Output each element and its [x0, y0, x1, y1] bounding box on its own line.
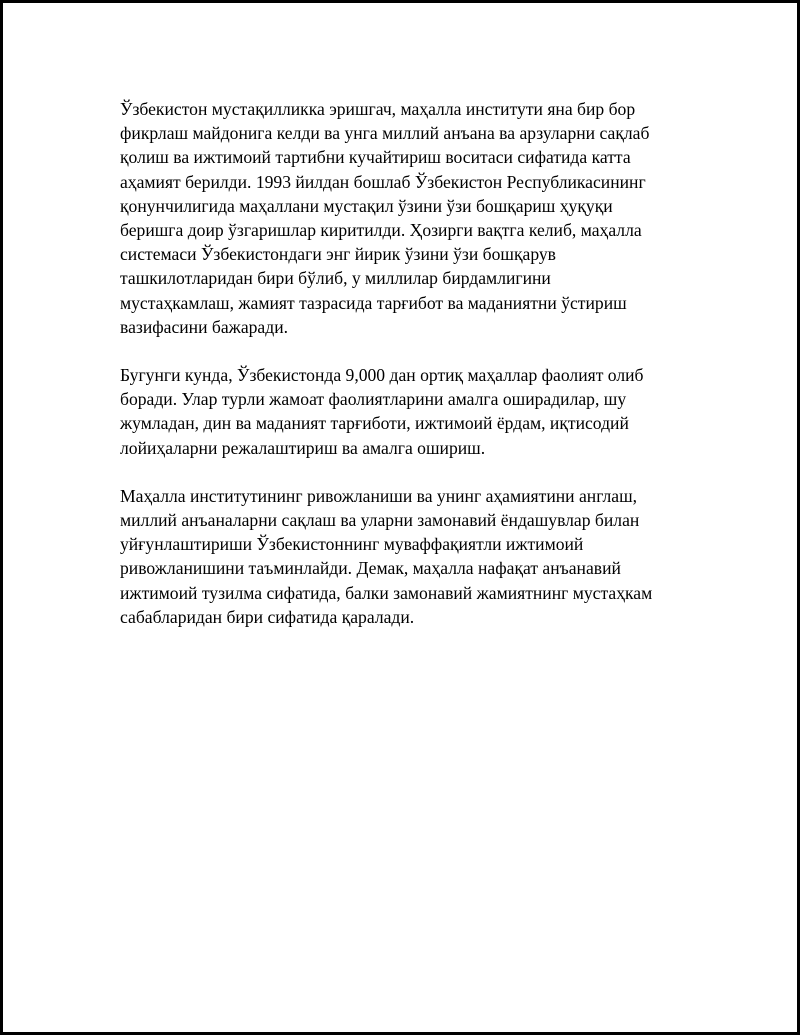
paragraph-3: [120, 484, 690, 629]
paragraph-line: беришга доир ўзгаришлар киритилди. Ҳозирги вақтга келиб, маҳалла: [120, 220, 642, 241]
paragraph-line: системаси Ўзбекистондаги энг йирик ўзини ўзи бошқарув: [120, 244, 556, 265]
paragraph-line: ташкилотларидан бири бўлиб, у миллилар бирдамлигини: [120, 268, 551, 289]
paragraph-line: аҳамият берилди. 1993 йилдан бошлаб Ўзбекистон Республикасининг: [120, 171, 646, 192]
paragraph-line: уйғунлаштириши Ўзбекистоннинг муваффақиятли ижтимоий: [120, 534, 584, 555]
paragraph-line: лойиҳаларни режалаштириш ва амалга ошириш.: [120, 437, 486, 458]
paragraph-1: [120, 97, 690, 339]
paragraph-line: сабабларидан бири сифатида қаралади.: [120, 606, 415, 627]
paragraph-line: қолиш ва ижтимоий тартибни кучайтириш воситаси сифатида катта: [120, 147, 631, 168]
paragraph-2: [120, 363, 690, 460]
paragraph-line: Ўзбекистон мустақилликка эришгач, маҳалла институти яна бир бор: [120, 99, 636, 119]
paragraph-line: фикрлаш майдонига келди ва унга миллий анъана ва арзуларни сақлаб: [120, 123, 650, 144]
paragraph-line: миллий анъаналарни сақлаш ва уларни замонавий ёндашувлар билан: [120, 510, 640, 531]
paragraph-line: боради. Улар турли жамоат фаолиятларини амалга оширадилар, шу: [120, 389, 627, 410]
paragraph-line: ривожланишини таъминлайди. Демак, маҳалла нафақат анъанавий: [120, 558, 621, 579]
paragraph-line: Маҳалла институтининг ривожланиши ва унинг аҳамиятини англаш,: [120, 485, 638, 506]
paragraph-line: Бугунги кунда, Ўзбекистонда 9,000 дан ортиқ маҳаллар фаолият олиб: [120, 365, 644, 386]
paragraph-line: ижтимоий тузилма сифатида, балки замонавий жамиятнинг мустаҳкам: [120, 582, 653, 603]
paragraph-line: жумладан, дин ва маданият тарғиботи, ижтимоий ёрдам, иқтисодий: [120, 413, 629, 434]
paragraph-line: вазифасини бажаради.: [120, 316, 289, 337]
document-body: [120, 97, 690, 653]
paragraph-line: мустаҳкамлаш, жамият тазрасида тарғибот ва маданиятни ўстириш: [120, 292, 627, 313]
paragraph-line: қонунчилигида маҳаллани мустақил ўзини ўзи бошқариш ҳуқуқи: [120, 195, 613, 216]
